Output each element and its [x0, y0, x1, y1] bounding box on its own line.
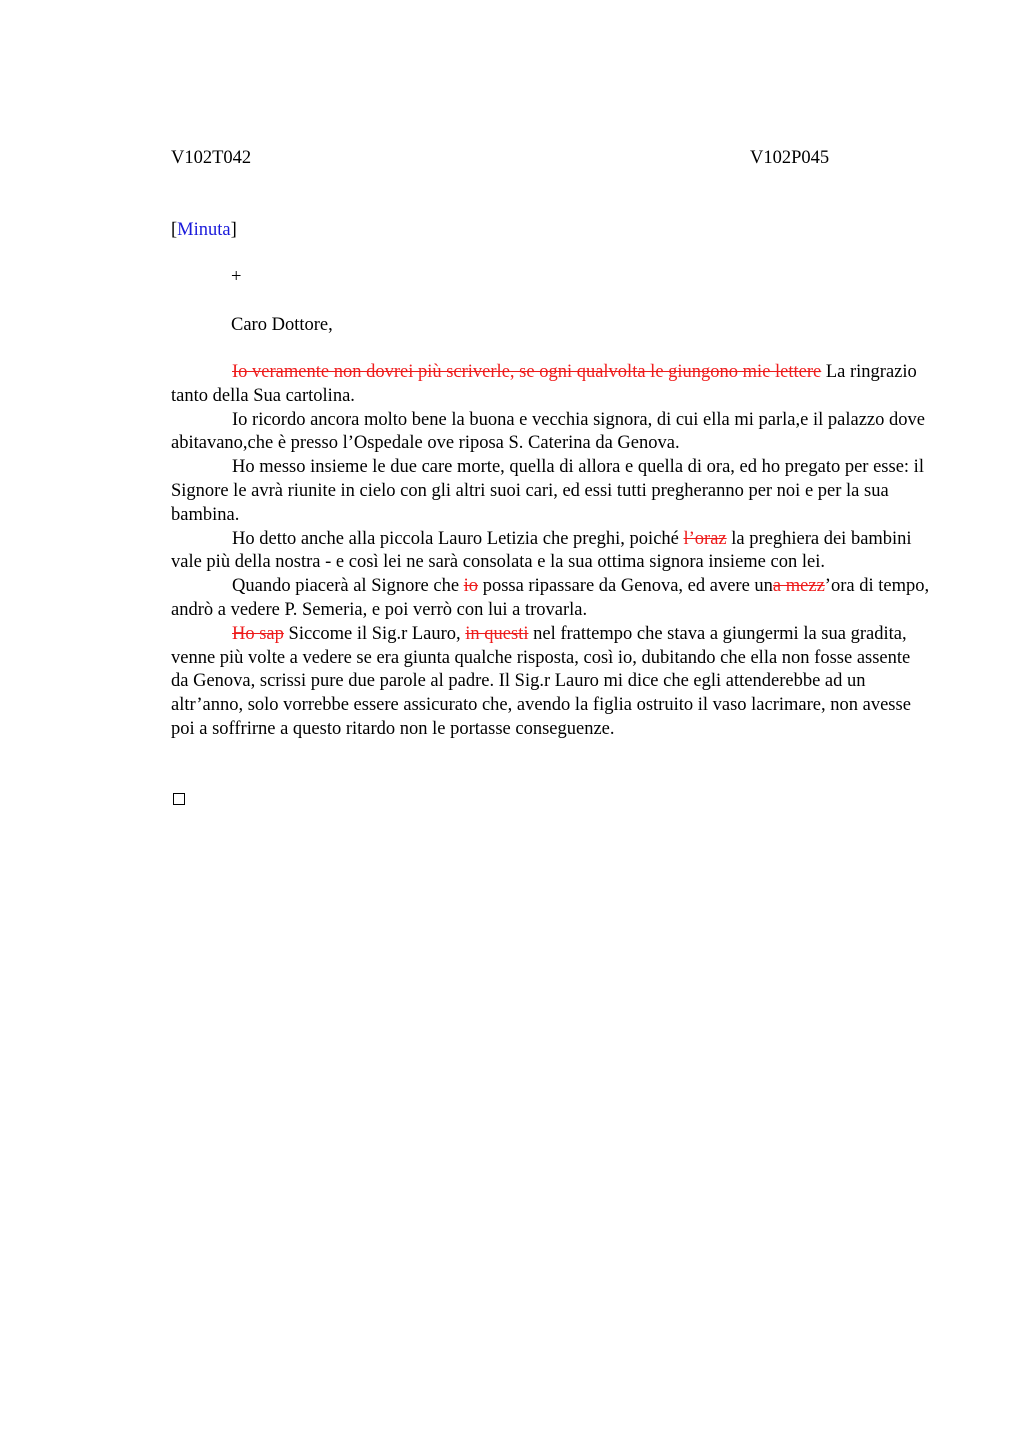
- minuta-open-bracket: [: [171, 220, 178, 240]
- paragraph-5: [171, 575, 931, 623]
- paragraph-6: [171, 623, 931, 742]
- document-code-left: V102T042: [171, 148, 252, 168]
- paragraph-text: Quando piacerà al Signore che: [232, 576, 464, 597]
- paragraph-1: [171, 361, 931, 409]
- paragraph-text: la preghiera dei bambini vale più della nostra - e così lei ne sarà consolata e la sua ottima signora insieme con lei.: [171, 528, 912, 573]
- deleted-text: in questi: [465, 623, 529, 644]
- paragraph-text: Io ricordo ancora molto bene la buona e vecchia signora, di cui ella mi parla,e il palazzo dove abitavano,che è presso l’Ospedale ove riposa S. Caterina da Genova.: [171, 409, 925, 454]
- paragraph-text: ’ora di tempo, andrò a vedere P. Semeria, e poi verrò con lui a trovarla.: [171, 576, 930, 620]
- paragraph-text: Siccome il Sig.r Lauro,: [283, 623, 466, 644]
- deleted-text: io: [463, 576, 479, 597]
- minuta-word: Minuta: [177, 220, 231, 240]
- paragraph-text: nel frattempo che stava a giungermi la sua gradita, venne più volte a vedere se era giunta qualche risposta, così io, dubitando che ella non fosse assente da Genova, scrissi pure due parole al padre. Il Sig.r Lauro mi dice che egli attenderebbe ad un altr’anno, solo vorrebbe essere assicurato che, avendo la figlia ostruito il vaso lacrimare, non avesse poi a soffrirne a questo ritardo non le portasse conseguenze.: [171, 623, 911, 739]
- paragraph-2: [171, 409, 931, 457]
- paragraph-text: Ho detto anche alla piccola Lauro Letizia che preghi, poiché: [232, 528, 684, 549]
- salutation: Caro Dottore,: [231, 315, 333, 335]
- end-box-icon: [173, 793, 185, 805]
- deleted-text: l’oraz: [683, 528, 727, 549]
- letter-body: [171, 361, 931, 742]
- paragraph-3: [171, 456, 931, 527]
- deleted-text: Ho sap: [232, 623, 284, 644]
- deleted-text: a mezz: [772, 576, 825, 597]
- paragraph-4: [171, 528, 931, 576]
- paragraph-text: possa ripassare da Genova, ed avere un: [478, 576, 773, 597]
- document-code-right: V102P045: [750, 148, 830, 168]
- paragraph-text: La ringrazio tanto della Sua cartolina.: [171, 362, 917, 406]
- minuta-close-bracket: ]: [230, 220, 237, 240]
- minuta-label: [171, 218, 237, 242]
- paragraph-text: Ho messo insieme le due care morte, quella di allora e quella di ora, ed ho pregato per esse: il Signore le avrà riunite in cielo con gli altri suoi cari, ed essi tutti pregheranno per noi e per la sua bambina.: [171, 457, 924, 525]
- cross-mark: +: [231, 267, 242, 287]
- deleted-text: Io veramente non dovrei più scriverle, se ogni qualvolta le giungono mie lettere: [232, 362, 822, 382]
